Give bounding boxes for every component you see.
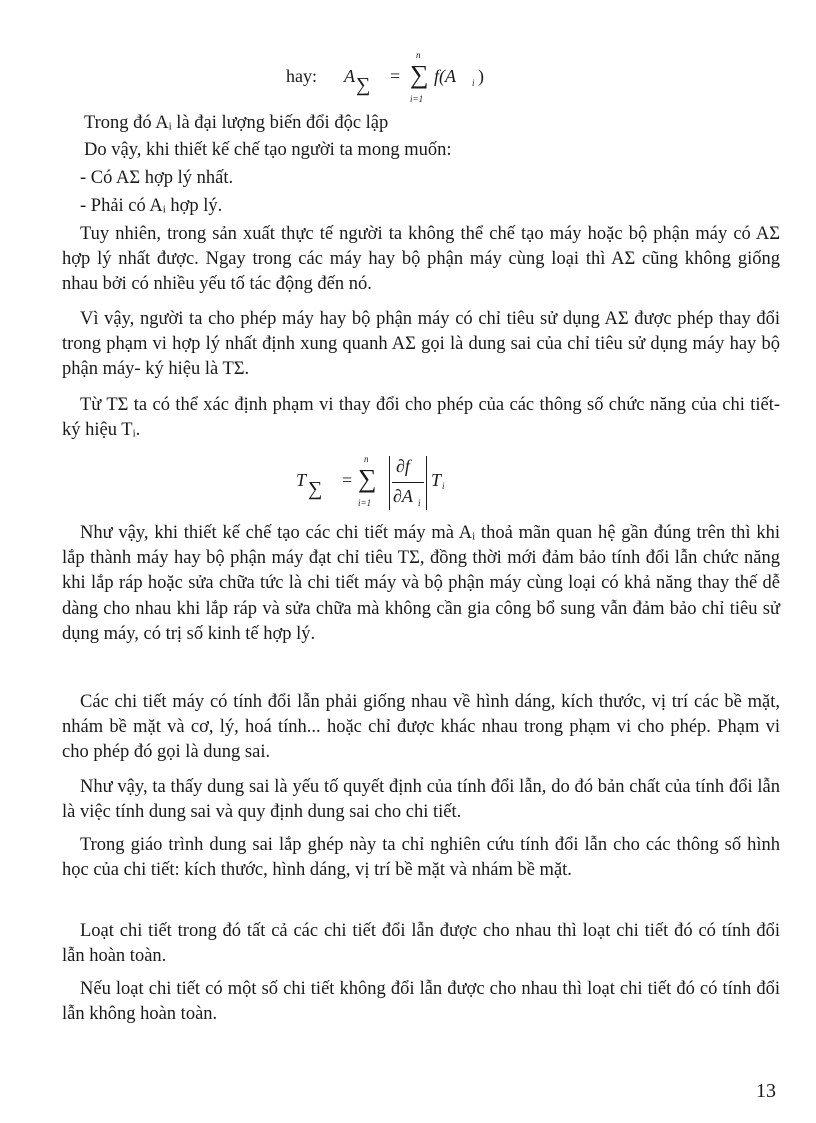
formula2-num: ∂f [396,456,410,476]
formula1-body-sub: i [472,78,475,88]
text-line: - Phải có Aᵢ hợp lý. [80,196,223,216]
abs-bar-right [426,456,427,510]
paragraph [62,690,780,766]
paragraph-text: Như vậy, khi thiết kế chế tạo các chi tiết máy mà Aᵢ thoả mãn quan hệ gần đúng trên thì khi lắp thành máy hay bộ phận máy đạt chỉ tiêu TΣ, đồng thời mới đảm bảo tính đổi lẫn chức năng khi lắp ráp hoặc sửa chữa tức là chi tiết máy và bộ phận máy cùng loại có khả năng thay thế dễ dàng cho nhau khi lắp ráp và sửa chữa mà không cần gia công bổ sung vẫn đảm bảo chỉ tiêu sử dụng máy, có trị số kinh tế hợp lý. [62,523,780,644]
formula2-rhs-sub: i [442,481,445,491]
paragraph-text: Từ TΣ ta có thể xác định phạm vi thay đổi cho phép của các thông số chức năng của chi tiết- ký hiệu Tᵢ. [62,395,780,441]
text-line: Do vậy, khi thiết kế chế tạo người ta mong muốn: [84,140,452,160]
formula2-rhs: T [431,470,442,490]
formula2-eq: = [342,470,353,490]
paragraph [62,977,780,1027]
paragraph-text: Tuy nhiên, trong sản xuất thực tế người ta không thể chế tạo máy hoặc bộ phận máy có AΣ hợp lý nhất được. Ngay trong các máy hay bộ phận máy cùng loại thì AΣ cũng không giống nhau bởi có nhiều yếu tố tác động đến nó. [62,224,780,295]
paragraph [62,521,780,647]
formula-tolerance [0,0,816,520]
formula1-top: n [416,50,421,60]
fraction-bar [392,482,424,483]
text-line: - Có AΣ hợp lý nhất. [80,168,234,188]
formula1-close: ) [478,66,484,86]
paragraph-text: Các chi tiết máy có tính đổi lẫn phải giống nhau về hình dáng, kích thước, vị trí các bề mặt, nhám bề mặt và cơ, lý, hoá tính... hoặc chỉ được khác nhau trong phạm vi cho phép. Phạm vi cho phép đó gọi là dung sai. [62,692,780,763]
paragraph-text: Trong giáo trình dung sai lắp ghép này ta chỉ nghiên cứu tính đổi lẫn cho các thông số hình học của chi tiết: kích thước, hình dáng, vị trí bề mặt và nhám bề mặt. [62,835,780,881]
formula2-den-sub: i [418,498,421,508]
paragraph [62,833,780,883]
page-number: 13 [756,1080,776,1102]
formula1-prefix: hay: [286,66,317,86]
paragraph-text: Nếu loạt chi tiết có một số chi tiết không đổi lẫn được cho nhau thì loạt chi tiết đó có tính đổi lẫn không hoàn toàn. [62,979,780,1025]
text-line: Trong đó Aᵢ là đại lượng biến đổi độc lập [84,113,389,133]
paragraph [62,775,780,825]
formula2-sum: ∑ [358,464,377,493]
formula2-lhs: T [296,470,307,490]
paragraph-text: Như vậy, ta thấy dung sai là yếu tố quyết định của tính đổi lẫn, do đó bản chất của tính đổi lẫn là việc tính dung sai và quy định dung sai cho chi tiết. [62,777,780,823]
formula2-top: n [364,454,369,464]
paragraph-text: Vì vậy, người ta cho phép máy hay bộ phận máy có chỉ tiêu sử dụng AΣ được phép thay đổi trong phạm vi hợp lý nhất định xung quanh AΣ gọi là dung sai của chỉ tiêu sử dụng máy hay bộ phận máy- ký hiệu là TΣ. [62,309,780,380]
formula2-lhs-sub: ∑ [308,478,323,500]
formula1-bottom: i=1 [410,94,424,104]
formula1-lhs-sub: ∑ [356,74,371,96]
paragraph [62,919,780,969]
formula1-sum: ∑ [410,60,429,89]
abs-bar-left [389,456,390,510]
formula1-lhs: A [344,66,355,86]
formula1-eq: = [390,66,401,86]
formula1-body: f(A [434,66,456,86]
formula2-bottom: i=1 [358,498,372,508]
paragraph-text: Loạt chi tiết trong đó tất cả các chi tiết đổi lẫn được cho nhau thì loạt chi tiết đó có tính đổi lẫn hoàn toàn. [62,921,780,967]
formula2-den: ∂A [393,486,413,506]
